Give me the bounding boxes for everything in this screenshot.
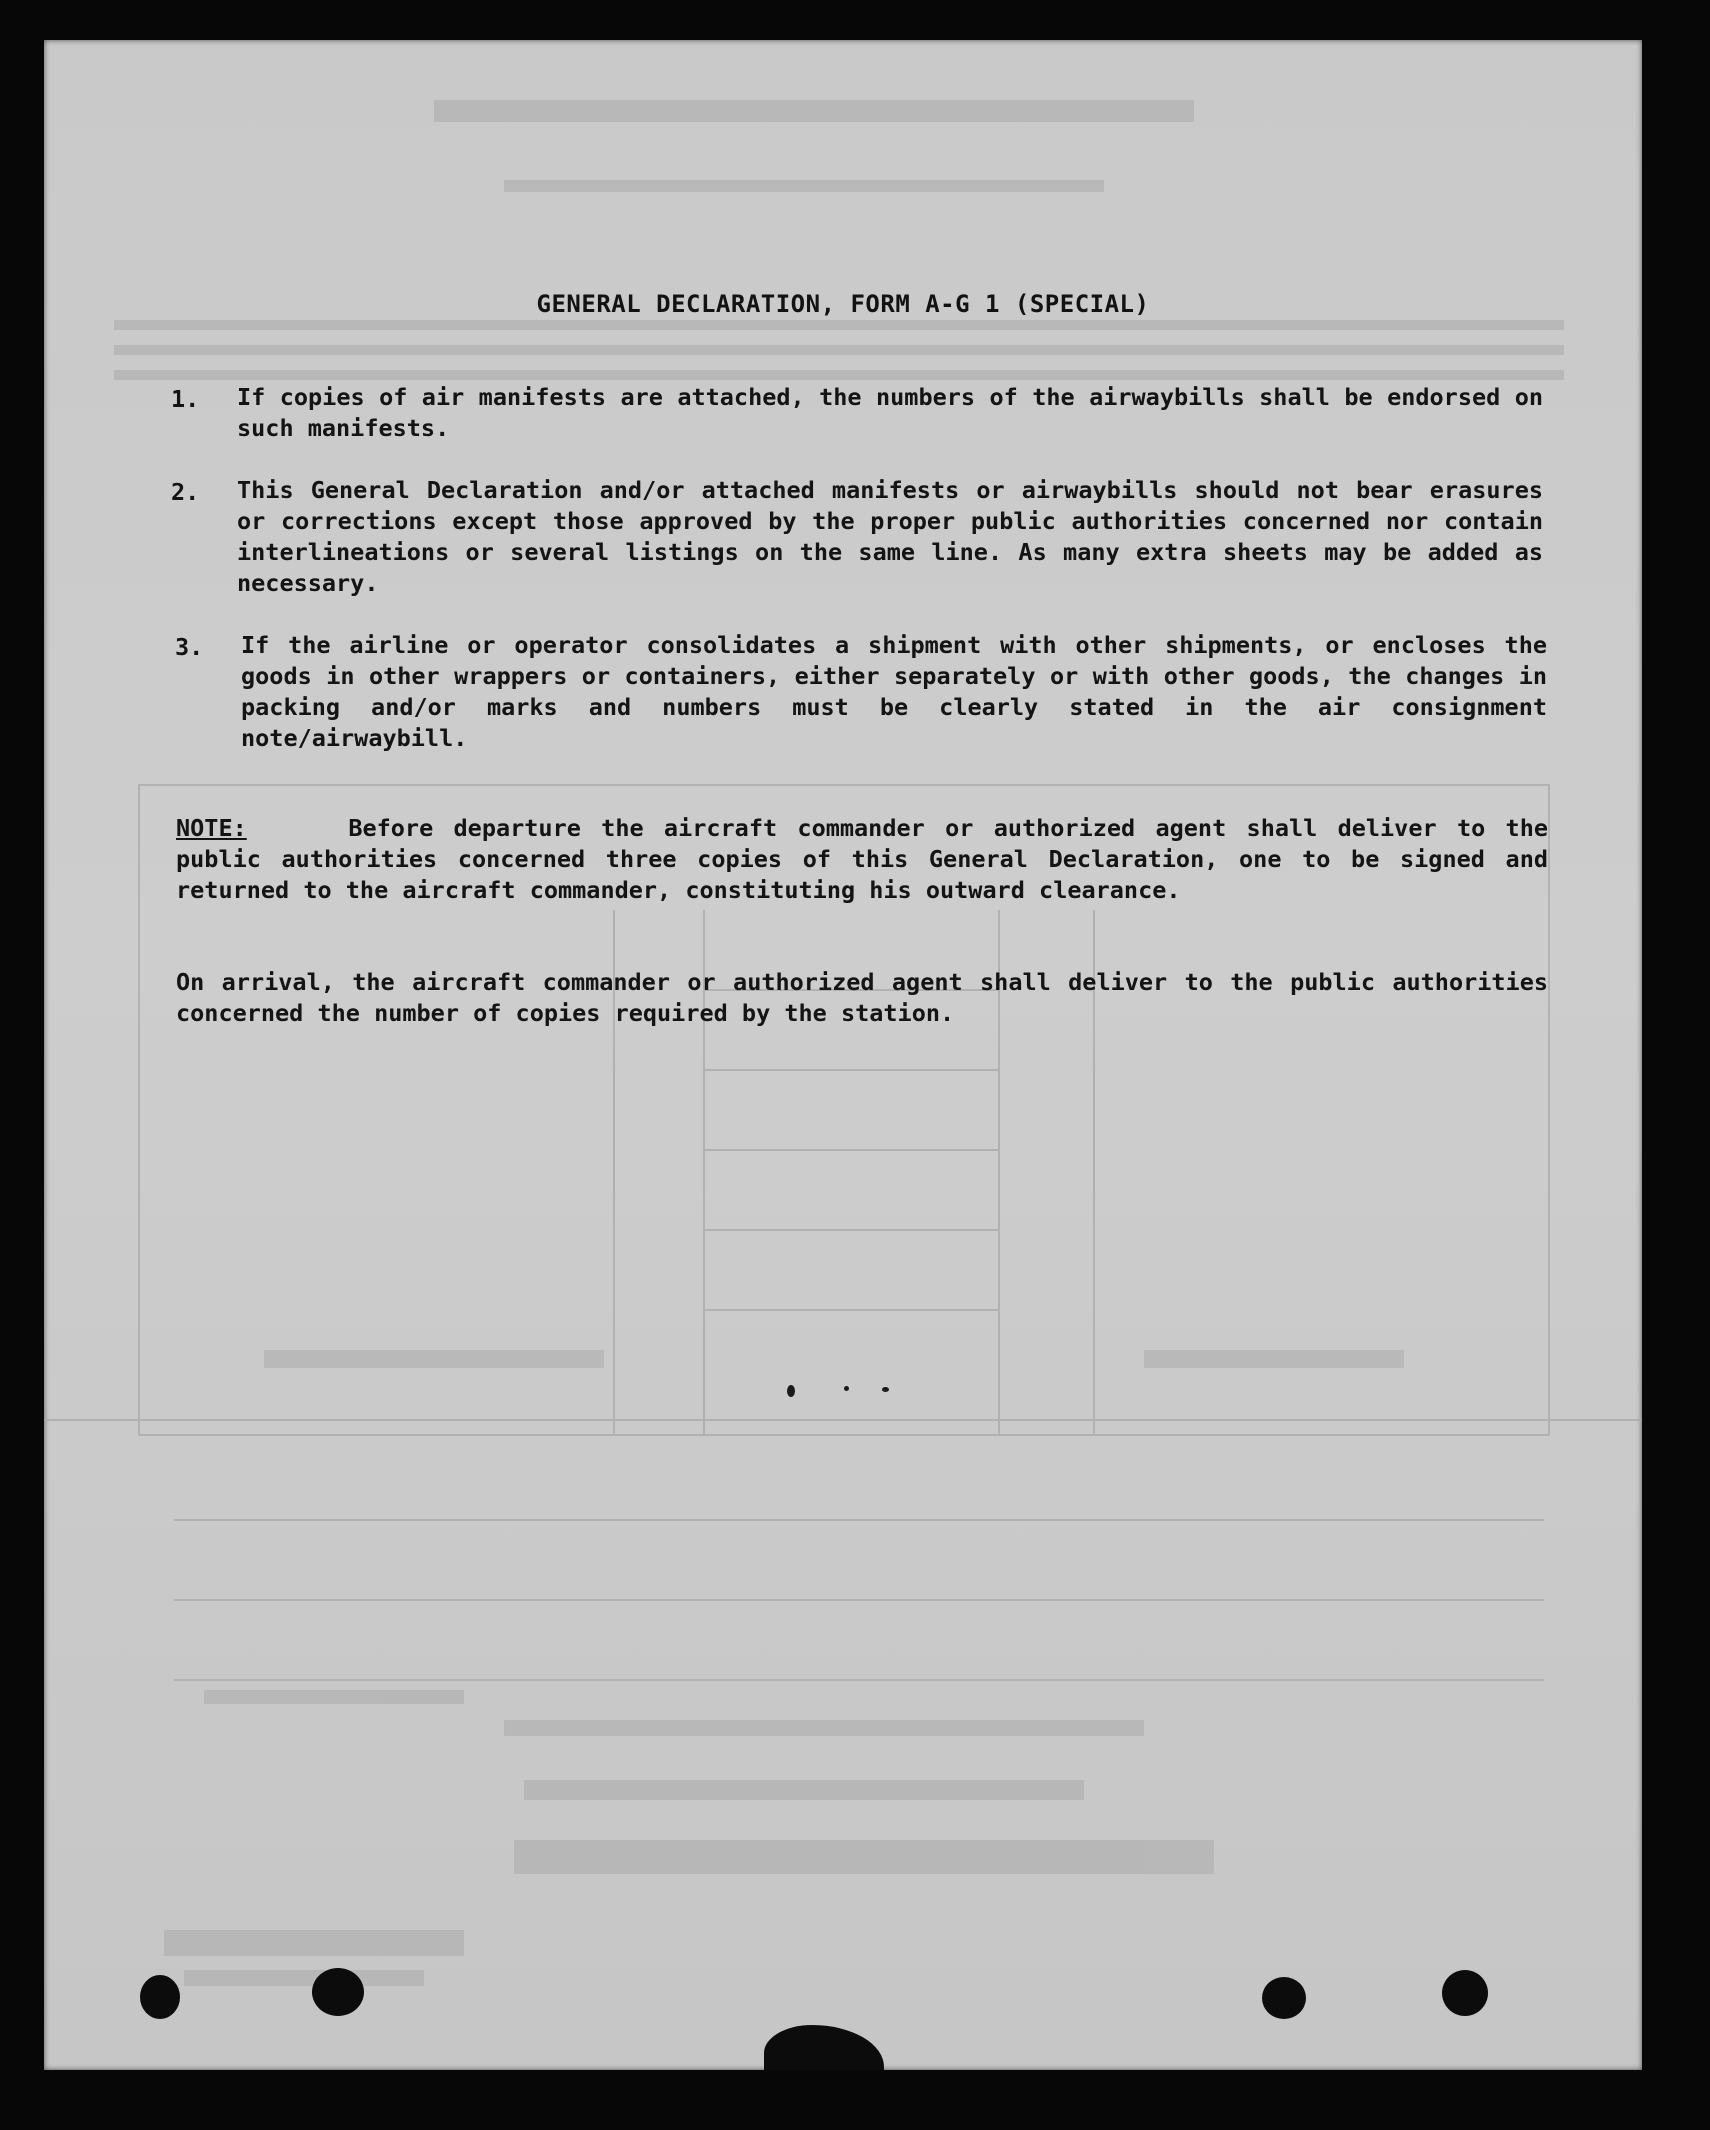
speck-mark xyxy=(787,1385,795,1397)
item-2-text: This General Declaration and/or attached manifests or airwaybills should not bear erasures or corrections except those approved by the proper public authorities concerned nor contain interlineations or several listings on the same line. As many extra sheets may be added as necessary. xyxy=(237,476,1543,597)
item-3-text: If the airline or operator consolidates a shipment with other shipments, or encloses the goods in other wrappers or containers, either separately or with other goods, the changes in packing and/or marks and numbers must be clearly stated in the air consignment note/airwaybill. xyxy=(241,631,1547,752)
punch-hole-mark xyxy=(1262,1977,1306,2019)
speck-mark xyxy=(882,1387,889,1392)
note-paragraph xyxy=(176,813,1548,906)
speck-mark xyxy=(844,1386,849,1391)
punch-hole-mark xyxy=(1442,1970,1488,2016)
document-title: GENERAL DECLARATION, FORM A-G 1 (SPECIAL) xyxy=(536,290,1150,318)
item-1-text: If copies of air manifests are attached, the numbers of the airwaybills shall be endorsed on such manifests. xyxy=(237,383,1543,442)
punch-hole-mark xyxy=(140,1975,180,2019)
item-3-number: 3. xyxy=(175,633,204,661)
item-1-number: 1. xyxy=(171,385,200,413)
note-text: Before departure the aircraft commander or authorized agent shall deliver to the public authorities concerned three copies of this General Declaration, one to be signed and returned to the aircraft commander, constituting his outward clearance. xyxy=(176,814,1548,904)
tear-mark xyxy=(764,2025,884,2070)
punch-hole-mark xyxy=(312,1968,364,2016)
note-label: NOTE: xyxy=(176,814,247,842)
document-sheet xyxy=(44,40,1642,2070)
arrival-paragraph: On arrival, the aircraft commander or authorized agent shall deliver to the public authorities concerned the number of copies required by the station. xyxy=(176,968,1548,1027)
bleed-through-artifact xyxy=(44,40,1642,2070)
item-2-number: 2. xyxy=(171,478,200,506)
